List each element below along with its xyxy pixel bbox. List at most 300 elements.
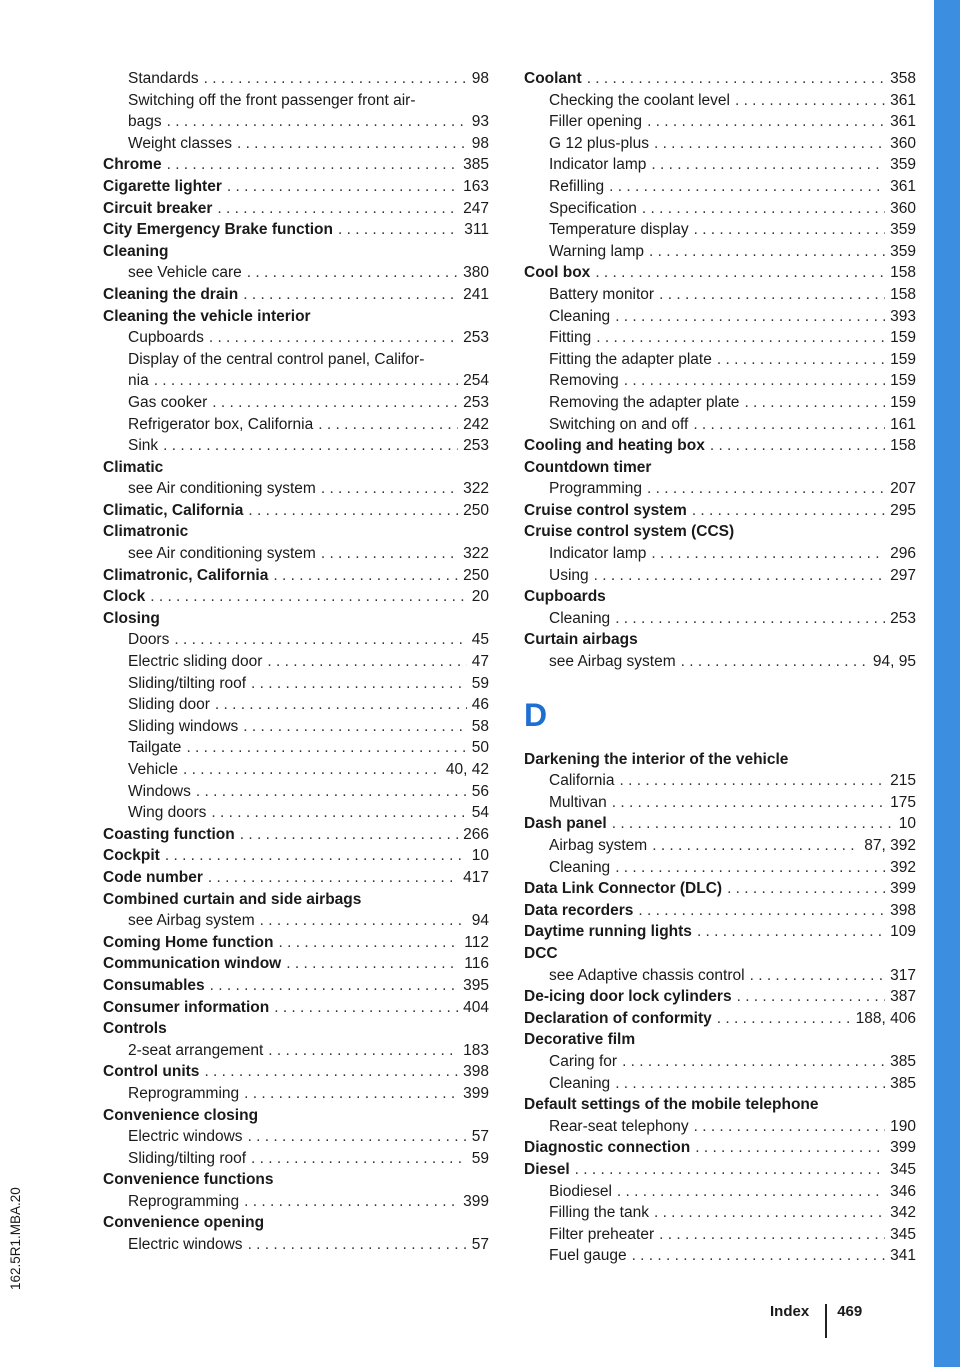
index-heading: Default settings of the mobile telephone [524,1096,819,1114]
index-heading: Cleaning [103,242,169,260]
dot-leader [575,1159,885,1181]
page-ref[interactable]: 359 [890,156,916,174]
page-ref[interactable]: 345 [890,1225,916,1243]
dot-leader [215,694,467,716]
dot-leader [694,219,886,241]
page-ref[interactable]: 395 [463,976,489,994]
dot-leader [273,565,458,587]
index-subentry [103,1083,489,1105]
page-ref[interactable]: 57 [471,1236,489,1254]
index-subentry-text: Switching off the front passenger front air- [128,91,416,109]
page-ref[interactable]: 361 [890,177,916,195]
page-ref[interactable]: 360 [890,134,916,152]
page-ref[interactable]: 109 [890,923,916,941]
page-ref[interactable]: 322 [463,480,489,498]
index-heading: Countdown timer [524,458,652,476]
page-ref[interactable]: 50 [471,739,489,757]
entry-label: Sink [128,437,159,455]
dot-leader [681,651,868,673]
index-subentry [524,414,916,436]
dot-leader [647,478,885,500]
page-ref[interactable]: 398 [890,901,916,919]
dot-leader [652,835,859,857]
index-subentry [103,694,489,716]
index-subentry [103,543,489,565]
entry-label: Data Link Connector (DLC) [524,880,723,898]
page-ref[interactable]: 56 [471,782,489,800]
index-subentry [103,414,489,436]
page-ref[interactable]: 10 [471,847,489,865]
page-ref[interactable]: 98 [471,70,489,87]
index-entry [524,878,916,900]
dot-leader [651,543,885,565]
entry-label: Dash panel [524,815,607,833]
dot-leader [617,1181,885,1203]
page-ref[interactable]: 392 [890,858,916,876]
page-ref[interactable]: 98 [471,134,489,152]
page-ref[interactable]: 159 [890,372,916,390]
entry-label: Windows [128,782,191,800]
entry-label: Cleaning the drain [103,285,239,303]
entry-label: De-icing door lock cylinders [524,988,732,1006]
index-entry [103,219,489,241]
dot-leader [209,327,458,349]
dot-leader [244,1191,458,1213]
page-ref[interactable]: 158 [890,285,916,303]
entry-label: Code number [103,868,203,886]
entry-label: Climatic, California [103,501,244,519]
page-ref[interactable]: 393 [890,307,916,325]
entry-label: City Emergency Brake function [103,221,333,239]
page-ref[interactable]: 161 [890,415,916,433]
dot-leader [174,629,466,651]
dot-leader [615,1073,885,1095]
entry-label: Warning lamp [549,242,645,260]
dot-leader [624,370,885,392]
index-entry [524,1008,916,1030]
dot-leader [212,392,458,414]
dot-leader [717,349,885,371]
page-ref[interactable]: 387 [890,988,916,1006]
page-ref[interactable]: 380 [463,264,489,282]
index-heading: Cruise control system (CCS) [524,523,735,541]
entry-label: Doors [128,631,170,649]
index-heading: Climatic [103,458,164,476]
dot-leader [227,176,458,198]
dot-leader [237,133,467,155]
page-ref[interactable]: 40, 42 [445,761,489,778]
dot-leader [286,953,459,975]
dot-leader [247,262,458,284]
dot-leader [154,370,458,392]
page-ref[interactable]: 215 [890,772,916,790]
page-ref[interactable]: 188, 406 [855,1009,916,1027]
page-ref[interactable]: 87, 392 [864,837,916,854]
index-subentry [103,327,489,349]
page-ref[interactable]: 45 [471,631,489,649]
index-subentry [524,111,916,133]
dot-leader [642,198,885,220]
entry-label: Cleaning [549,307,611,325]
dot-leader [693,414,885,436]
page-ref[interactable]: 112 [464,933,489,951]
index-subentry [103,629,489,651]
page-ref[interactable]: 57 [471,1128,489,1146]
index-subentry [103,759,489,781]
index-heading: Controls [103,1020,167,1038]
dot-leader [248,1126,467,1148]
page-ref[interactable]: 254 [463,372,489,390]
entry-label: Reprogramming [128,1192,240,1210]
dot-leader [654,133,885,155]
index-subentry [524,770,916,792]
index-entry [524,262,916,284]
dot-leader [717,1008,851,1030]
page-ref[interactable]: 399 [463,1084,489,1102]
entry-label: Specification [549,199,637,217]
index-subentry [524,1051,916,1073]
entry-label: see Air conditioning system [128,480,316,498]
entry-label: Filling the tank [549,1204,649,1222]
page-ref[interactable]: 58 [471,717,489,735]
index-subentry [103,262,489,284]
index-subentry [524,1245,916,1267]
dot-leader [651,154,885,176]
index-subentry [103,673,489,695]
entry-label: Electric windows [128,1236,243,1254]
index-heading: Cupboards [524,588,606,606]
index-subentry [524,198,916,220]
dot-leader [612,792,885,814]
dot-leader [204,1061,458,1083]
page-ref[interactable]: 295 [890,501,916,519]
dot-leader [248,1234,467,1256]
index-subentry [524,608,916,630]
index-subentry [103,111,489,133]
page-ref[interactable]: 342 [890,1204,916,1222]
index-subentry [103,802,489,824]
dot-leader [744,392,885,414]
index-heading: Combined curtain and side airbags [103,890,362,908]
page-ref[interactable]: 253 [463,437,489,455]
page-ref[interactable]: 159 [890,350,916,368]
index-heading: Convenience closing [103,1106,259,1124]
index-entry [103,975,489,997]
page-ref[interactable]: 175 [890,793,916,811]
page-ref[interactable]: 399 [890,880,916,898]
entry-label: Filter preheater [549,1225,655,1243]
index-subentry [524,1224,916,1246]
index-subentry [103,910,489,932]
index-entry [103,997,489,1019]
entry-label: Programming [549,480,643,498]
page-ref[interactable]: 385 [463,156,489,174]
index-entry [524,435,916,457]
footer-section-label: Index [770,1302,810,1320]
index-subentry [103,68,489,90]
entry-label: Control units [103,1063,200,1081]
dot-leader [649,241,885,263]
entry-label: Cupboards [128,329,204,347]
index-subentry-text: Display of the central control panel, Califor- [128,350,425,368]
page-ref[interactable]: 385 [890,1052,916,1070]
page-ref[interactable]: 94 [471,912,489,930]
entry-label: Communication window [103,955,282,973]
entry-label: Tailgate [128,739,182,757]
dot-leader [243,716,466,738]
entry-label: Biodiesel [549,1182,612,1200]
page-ref[interactable]: 346 [890,1182,916,1200]
index-subentry [103,651,489,673]
section-letter: D [524,696,548,733]
entry-label: Fuel gauge [549,1247,627,1265]
dot-leader [167,154,459,176]
page-ref[interactable]: 241 [463,285,489,303]
page-ref[interactable]: 341 [890,1247,916,1265]
index-subentry [524,284,916,306]
page-ref[interactable]: 385 [890,1074,916,1092]
index-subentry [524,370,916,392]
index-heading: Climatronic [103,523,189,541]
index-subentry [524,133,916,155]
index-subentry [103,1148,489,1170]
entry-label: Cooling and heating box [524,437,705,455]
page-ref[interactable]: 345 [890,1160,916,1178]
page-ref[interactable]: 417 [463,868,489,886]
dot-leader [321,478,458,500]
entry-label: Weight classes [128,134,232,152]
page-ref[interactable]: 10 [898,815,916,833]
page-ref[interactable]: 207 [890,480,916,498]
page-ref[interactable]: 247 [463,199,489,217]
entry-label: Multivan [549,793,607,811]
index-entry [524,921,916,943]
dot-leader [260,910,467,932]
dot-leader [612,813,894,835]
index-subentry [524,792,916,814]
entry-label: Removing the adapter plate [549,393,740,411]
page-ref[interactable]: 361 [890,91,916,109]
page-ref[interactable]: 359 [890,242,916,260]
dot-leader [735,90,885,112]
page-ref[interactable]: 399 [463,1192,489,1210]
index-subentry [524,1073,916,1095]
index-entry [103,284,489,306]
dot-leader [596,327,885,349]
dot-leader [267,651,466,673]
page-ref[interactable]: 296 [890,545,916,563]
entry-label: Standards [128,70,199,87]
index-heading: Darkening the interior of the vehicle [524,750,789,768]
dot-leader [251,673,467,695]
dot-leader [338,219,459,241]
index-entry [524,900,916,922]
page-ref[interactable]: 250 [463,566,489,584]
index-heading: Closing [103,609,160,627]
index-entry [103,198,489,220]
page-ref[interactable]: 46 [471,696,489,714]
page-ref[interactable]: 47 [471,653,489,671]
page-ref[interactable]: 20 [471,588,489,606]
dot-leader [211,802,466,824]
page-ref[interactable]: 361 [890,113,916,131]
entry-label: Declaration of conformity [524,1009,712,1027]
dot-leader [279,932,460,954]
dot-leader [268,1040,458,1062]
index-entry [103,176,489,198]
page-ref[interactable]: 297 [890,566,916,584]
entry-label: Filler opening [549,113,643,131]
dot-leader [240,824,458,846]
index-subentry [524,1202,916,1224]
entry-label: Refrigerator box, California [128,415,314,433]
page-ref[interactable]: 59 [471,674,489,692]
entry-label: Cockpit [103,847,160,865]
dot-leader [727,878,885,900]
page-ref[interactable]: 266 [463,825,489,843]
dot-leader [165,845,467,867]
entry-label: Removing [549,372,619,390]
entry-label: Fitting [549,329,592,347]
dot-leader [694,1116,886,1138]
entry-label: Clock [103,588,146,606]
entry-label: Gas cooker [128,393,208,411]
dot-leader [321,543,458,565]
index-entry [103,824,489,846]
index-entry [103,1061,489,1083]
entry-label: Vehicle [128,761,178,778]
footer-divider [825,1304,827,1338]
index-entry [524,986,916,1008]
index-subentry [103,737,489,759]
entry-label: G 12 plus-plus [549,134,649,152]
dot-leader [186,737,466,759]
index-entry [103,565,489,587]
entry-label: California [549,772,615,790]
page-ref[interactable]: 116 [464,955,489,973]
entry-label: Sliding/tilting roof [128,1149,247,1167]
index-column-left [103,68,489,1256]
index-entry [103,932,489,954]
page-ref[interactable]: 359 [890,221,916,239]
page-ref[interactable]: 158 [890,437,916,455]
entry-label: see Airbag system [128,912,255,930]
index-subentry [524,154,916,176]
entry-label: Consumables [103,976,205,994]
page-ref[interactable]: 163 [463,177,489,195]
index-subentry [103,1040,489,1062]
index-heading: Curtain airbags [524,631,638,649]
index-subentry [524,1181,916,1203]
page-ref[interactable]: 322 [463,545,489,563]
entry-label: Reprogramming [128,1084,240,1102]
page-ref[interactable]: 158 [890,264,916,282]
dot-leader [710,435,885,457]
entry-label: Rear-seat telephony [549,1117,689,1135]
page-ref[interactable]: 311 [464,221,489,239]
dot-leader [183,759,441,781]
dot-leader [318,414,458,436]
page-ref[interactable]: 317 [890,966,916,984]
entry-label: Cleaning [549,609,611,627]
document-code: 162.5R1.MBA.20 [8,1187,23,1290]
entry-label: Coming Home function [103,933,274,951]
index-subentry [524,90,916,112]
entry-label: Switching on and off [549,415,689,433]
page-ref[interactable]: 360 [890,199,916,217]
entry-label: see Airbag system [549,653,676,671]
page-number: 469 [837,1302,863,1320]
entry-label: Chrome [103,156,162,174]
page-ref[interactable]: 399 [890,1139,916,1157]
index-subentry [524,857,916,879]
page-ref[interactable]: 253 [890,609,916,627]
dot-leader [647,111,885,133]
dot-leader [619,770,885,792]
entry-label: Airbag system [549,837,648,854]
page-ref[interactable]: 398 [463,1063,489,1081]
page-ref[interactable]: 54 [471,804,489,822]
dot-leader [204,68,467,90]
page-ref[interactable]: 253 [463,393,489,411]
page-ref[interactable]: 250 [463,501,489,519]
entry-label: nia [128,372,149,390]
page-ref[interactable]: 159 [890,329,916,347]
page-ref[interactable]: 190 [890,1117,916,1135]
dot-leader [609,176,885,198]
index-entry [103,845,489,867]
index-entry [524,1137,916,1159]
page-ref[interactable]: 183 [463,1041,489,1059]
index-subentry [524,176,916,198]
index-heading: Decorative film [524,1031,636,1049]
entry-label: Indicator lamp [549,545,647,563]
entry-label: Cruise control system [524,501,687,519]
entry-label: Caring for [549,1052,618,1070]
index-entry [524,813,916,835]
index-subentry [103,1126,489,1148]
dot-leader [243,284,458,306]
entry-label: 2-seat arrangement [128,1041,264,1059]
page-footer [770,1294,862,1328]
entry-label: see Adaptive chassis control [549,966,745,984]
entry-label: Cleaning [549,858,611,876]
entry-label: Coolant [524,70,582,87]
page-ref[interactable]: 94, 95 [872,653,916,671]
dot-leader [622,1051,885,1073]
index-subentry [103,716,489,738]
page-ref[interactable]: 59 [471,1149,489,1167]
entry-label: Coasting function [103,825,235,843]
entry-label: Sliding windows [128,717,239,735]
dot-leader [692,500,885,522]
page-ref[interactable]: 358 [890,70,916,87]
entry-label: Cool box [524,264,591,282]
page-ref[interactable]: 404 [463,998,489,1016]
entry-label: Climatronic, California [103,566,269,584]
page-ref[interactable]: 242 [463,415,489,433]
page-ref[interactable]: 93 [471,113,489,131]
page-ref[interactable]: 159 [890,393,916,411]
page-ref[interactable]: 253 [463,329,489,347]
entry-label: Refilling [549,177,605,195]
dot-leader [217,198,458,220]
entry-label: see Vehicle care [128,264,242,282]
index-subentry [524,219,916,241]
dot-leader [737,986,886,1008]
dot-leader [251,1148,467,1170]
index-subentry [524,835,916,857]
